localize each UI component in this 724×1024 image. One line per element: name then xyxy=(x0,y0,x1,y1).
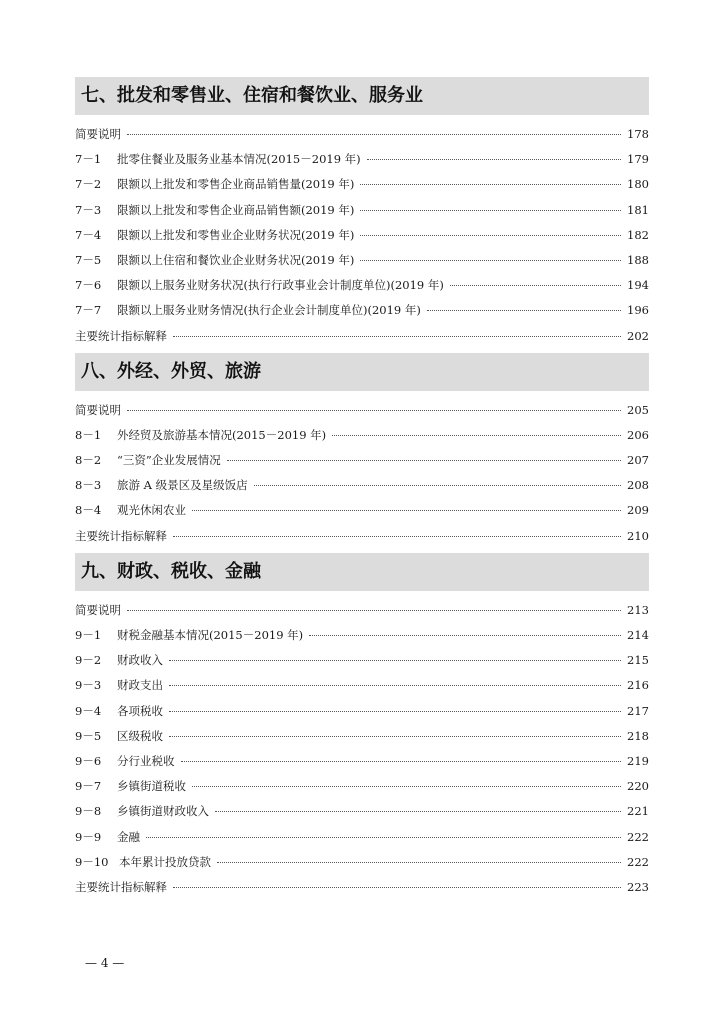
entry-number: 7－6 xyxy=(75,278,102,293)
entry-title: 主要统计指标解释 xyxy=(75,528,167,543)
toc-entry[interactable] xyxy=(75,498,649,523)
entry-page: 222 xyxy=(627,854,649,869)
entry-title: 限额以上服务业财务状况(执行行政事业会计制度单位)(2019 年) xyxy=(117,278,444,293)
entry-number: 8－3 xyxy=(75,478,102,493)
toc-entry[interactable] xyxy=(75,699,649,724)
entry-title: 区级税收 xyxy=(117,728,163,743)
toc-entry[interactable] xyxy=(75,724,649,749)
entry-title: 旅游 A 级景区及星级饭店 xyxy=(117,478,248,493)
entry-page: 206 xyxy=(627,427,649,442)
entry-page: 210 xyxy=(627,528,649,543)
leader-dots xyxy=(332,435,621,436)
entry-number: 7－1 xyxy=(75,152,102,167)
entry-title: 限额以上批发和零售业企业财务状况(2019 年) xyxy=(117,227,355,242)
leader-dots xyxy=(169,711,621,712)
entry-title: 主要统计指标解释 xyxy=(75,879,167,894)
toc-page xyxy=(75,77,649,904)
leader-dots xyxy=(169,660,621,661)
entry-page: 196 xyxy=(627,303,649,318)
leader-dots xyxy=(450,285,621,286)
entry-page: 178 xyxy=(627,127,649,141)
toc-entry[interactable] xyxy=(75,875,649,900)
leader-dots xyxy=(169,685,621,686)
entry-title: 简要说明 xyxy=(75,402,121,417)
entry-number: 8－1 xyxy=(75,427,102,442)
entry-title: 限额以上住宿和餐饮业企业财务状况(2019 年) xyxy=(117,252,355,267)
leader-dots xyxy=(173,336,621,337)
leader-dots xyxy=(169,736,621,737)
entry-page: 209 xyxy=(627,503,649,518)
leader-dots xyxy=(360,260,621,261)
toc-entry[interactable] xyxy=(75,825,649,850)
entry-page: 216 xyxy=(627,678,649,693)
toc-entry[interactable] xyxy=(75,524,649,549)
entry-page: 179 xyxy=(627,152,649,167)
entry-page: 214 xyxy=(627,628,649,642)
leader-dots xyxy=(254,485,621,486)
toc-entry[interactable] xyxy=(75,198,649,223)
entry-number: 7－3 xyxy=(75,202,102,217)
leader-dots xyxy=(127,410,621,411)
entry-number: 9－6 xyxy=(75,753,102,768)
toc-entry[interactable] xyxy=(75,223,649,248)
entry-page: 182 xyxy=(627,227,649,242)
entry-title: 观光休闲农业 xyxy=(117,503,186,518)
toc-entry[interactable] xyxy=(75,598,649,623)
entry-page: 221 xyxy=(627,804,649,819)
entry-number: 9－8 xyxy=(75,804,102,819)
toc-entry[interactable] xyxy=(75,799,649,824)
entry-page: 205 xyxy=(627,402,649,417)
entry-number: 7－2 xyxy=(75,177,102,192)
toc-entry[interactable] xyxy=(75,273,649,298)
entry-page: 180 xyxy=(627,177,649,192)
leader-dots xyxy=(146,837,621,838)
leader-dots xyxy=(173,887,621,888)
toc-entry[interactable] xyxy=(75,324,649,349)
leader-dots xyxy=(360,235,621,236)
entry-page: 217 xyxy=(627,703,649,718)
entry-title: 批零住餐业及服务业基本情况(2015－2019 年) xyxy=(117,152,361,167)
entry-title: 简要说明 xyxy=(75,127,121,141)
toc-entry[interactable] xyxy=(75,749,649,774)
leader-dots xyxy=(215,811,621,812)
entry-title: 乡镇街道税收 xyxy=(117,779,186,794)
entry-number: 9－9 xyxy=(75,829,102,844)
leader-dots xyxy=(173,536,621,537)
entry-number: 9－7 xyxy=(75,779,102,794)
entry-number: 9－5 xyxy=(75,728,102,743)
entry-title: 外经贸及旅游基本情况(2015－2019 年) xyxy=(117,427,327,442)
entry-title: 财税金融基本情况(2015－2019 年) xyxy=(117,628,304,642)
entry-title: 主要统计指标解释 xyxy=(75,328,167,343)
entry-page: 220 xyxy=(627,779,649,794)
entry-number: 9－2 xyxy=(75,653,102,668)
entry-number: 8－2 xyxy=(75,453,102,468)
entry-page: 208 xyxy=(627,478,649,493)
entry-title: 限额以上批发和零售企业商品销售量(2019 年) xyxy=(117,177,355,192)
entry-page: 219 xyxy=(627,753,649,768)
leader-dots xyxy=(127,134,621,135)
toc-entry[interactable] xyxy=(75,850,649,875)
toc-entry[interactable] xyxy=(75,122,649,147)
leader-dots xyxy=(427,310,621,311)
toc-entry[interactable] xyxy=(75,673,649,698)
toc-entry[interactable] xyxy=(75,473,649,498)
toc-entry[interactable] xyxy=(75,298,649,323)
toc-section-9 xyxy=(75,553,649,900)
entry-title: 分行业税收 xyxy=(117,753,175,768)
leader-dots xyxy=(181,761,622,762)
toc-entry[interactable] xyxy=(75,398,649,423)
entry-title: 财政收入 xyxy=(117,653,163,668)
entry-title: 本年累计投放贷款 xyxy=(119,854,211,869)
entry-page: 202 xyxy=(627,328,649,343)
entry-page: 207 xyxy=(627,453,649,468)
leader-dots xyxy=(127,610,621,611)
page-number: — 4 — xyxy=(85,956,125,970)
toc-entry[interactable] xyxy=(75,423,649,448)
entry-number: 7－5 xyxy=(75,252,102,267)
entry-page: 215 xyxy=(627,653,649,668)
section-title: 七、批发和零售业、住宿和餐饮业、服务业 xyxy=(75,77,649,115)
entry-number: 9－1 xyxy=(75,628,102,642)
entry-title: “三资”企业发展情况 xyxy=(117,453,221,468)
entry-number: 8－4 xyxy=(75,503,102,518)
entry-number: 7－4 xyxy=(75,227,102,242)
entry-page: 222 xyxy=(627,829,649,844)
entry-page: 181 xyxy=(627,202,649,217)
entry-title: 限额以上批发和零售企业商品销售额(2019 年) xyxy=(117,202,355,217)
entry-page: 218 xyxy=(627,728,649,743)
entry-title: 限额以上服务业财务情况(执行企业会计制度单位)(2019 年) xyxy=(117,303,421,318)
entry-page: 223 xyxy=(627,879,649,894)
entry-page: 194 xyxy=(627,278,649,293)
entry-title: 金融 xyxy=(117,829,140,844)
toc-entry[interactable] xyxy=(75,648,649,673)
toc-section-7 xyxy=(75,77,649,349)
entry-number: 7－7 xyxy=(75,303,102,318)
toc-entry[interactable] xyxy=(75,774,649,799)
entry-title: 各项税收 xyxy=(117,703,163,718)
entry-number: 9－4 xyxy=(75,703,102,718)
entry-title: 简要说明 xyxy=(75,602,121,617)
section-title: 九、财政、税收、金融 xyxy=(75,553,649,591)
toc-entry[interactable] xyxy=(75,448,649,473)
entry-title: 乡镇街道财政收入 xyxy=(117,804,209,819)
entry-page: 213 xyxy=(627,602,649,617)
leader-dots xyxy=(192,786,621,787)
entry-title: 财政支出 xyxy=(117,678,163,693)
toc-entry[interactable] xyxy=(75,623,649,648)
entry-number: 9－3 xyxy=(75,678,102,693)
leader-dots xyxy=(192,510,621,511)
leader-dots xyxy=(309,635,621,636)
leader-dots xyxy=(227,460,621,461)
toc-section-8 xyxy=(75,353,649,549)
section-title: 八、外经、外贸、旅游 xyxy=(75,353,649,391)
toc-entry[interactable] xyxy=(75,172,649,197)
leader-dots xyxy=(367,159,621,160)
entry-number: 9－10 xyxy=(75,854,109,869)
leader-dots xyxy=(360,210,621,211)
leader-dots xyxy=(360,184,621,185)
leader-dots xyxy=(217,862,621,863)
toc-entry[interactable] xyxy=(75,147,649,172)
entry-page: 188 xyxy=(627,252,649,267)
toc-entry[interactable] xyxy=(75,248,649,273)
